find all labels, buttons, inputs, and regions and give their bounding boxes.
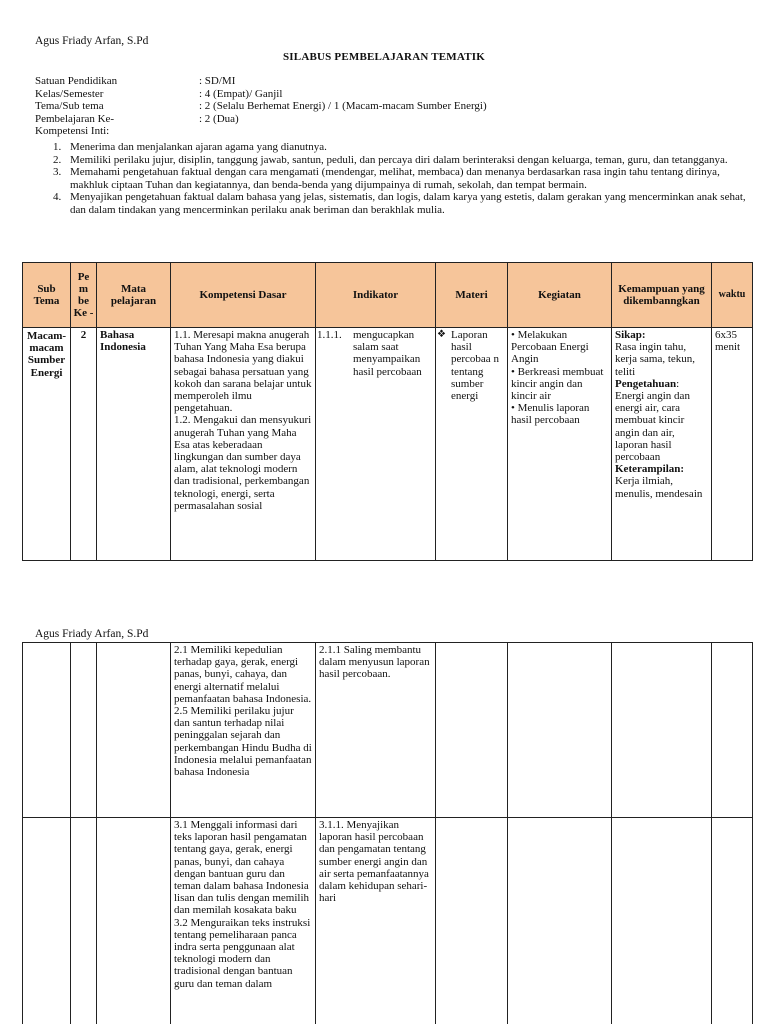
pengetahuan-text: : Energi angin dan energi air, cara membuat kincir angin dan air, laporan hasil percobaan xyxy=(615,377,690,464)
info-value: : 4 (Empat)/ Ganjil xyxy=(199,87,283,100)
cell-empty xyxy=(612,643,712,818)
author-name: Agus Friady Arfan, S.Pd xyxy=(35,628,149,640)
info-row-pembelajaran xyxy=(35,113,735,126)
author-name: Agus Friady Arfan, S.Pd xyxy=(35,35,149,47)
list-item xyxy=(53,191,753,216)
header-kompetensi-dasar: Kompetensi Dasar xyxy=(171,263,316,328)
list-text: Menerima dan menjalankan ajaran agama yang dianutnya. xyxy=(70,141,327,153)
table-header-row xyxy=(23,263,753,328)
cell-sub-tema: Macam-macam Sumber Energi xyxy=(23,328,71,561)
list-item xyxy=(53,154,753,167)
table-row xyxy=(23,643,753,818)
syllabus-table-continued xyxy=(22,642,753,1024)
kd-item: 2.1 Memiliki kepedulian terhadap gaya, gerak, energi panas, bunyi, cahaya, dan energi alternatif melalui pemanfaatan bahasa Indonesia. xyxy=(174,644,312,705)
info-row-kelas xyxy=(35,88,735,101)
cell-empty xyxy=(97,643,171,818)
cell-indikator: 3.1.1. Menyajikan laporan hasil percobaan dan pengamatan tentang sumber energi angin dan air serta pemanfaatannya dalam kehidupan sehari-hari xyxy=(316,818,436,1024)
info-value: : 2 (Dua) xyxy=(199,112,239,125)
cell-empty xyxy=(436,643,508,818)
pengetahuan-label: Pengetahuan xyxy=(615,377,677,390)
cell-empty xyxy=(508,818,612,1024)
keterampilan-label: Keterampilan: xyxy=(615,463,685,476)
cell-empty xyxy=(71,818,97,1024)
cell-empty xyxy=(712,643,753,818)
header-sub-tema: Sub Tema xyxy=(23,263,71,328)
info-row-tema xyxy=(35,100,735,113)
info-value xyxy=(199,125,735,138)
list-text: Menyajikan pengetahuan faktual dalam bahasa yang jelas, sistematis, dan logis, dalam karya yang estetis, dalam gerakan yang mencerminkan anak sehat, dan dalam tindakan yang mencerminkan perilaku anak beriman dan berakhlak mulia. xyxy=(70,191,746,216)
list-item xyxy=(53,141,753,154)
header-mata-pelajaran: Mata pelajaran xyxy=(97,263,171,328)
document-title: SILABUS PEMBELAJARAN TEMATIK xyxy=(282,51,485,63)
info-label: Kelas/Semester xyxy=(35,87,104,100)
list-text: Memahami pengetahuan faktual dengan cara mengamati (mendengar, melihat, membaca) dan menanya berdasarkan rasa ingin tahu tentang dirinya, makhluk ciptaan Tuhan dan kegiatannya, dan benda-benda yang dijumpainya di rumah, sekolah, dan tempat bermain. xyxy=(70,166,720,191)
info-value: : SD/MI xyxy=(199,75,236,87)
header-waktu: waktu xyxy=(712,263,753,328)
cell-waktu: 6x35 menit xyxy=(712,328,753,561)
info-label: Kompetensi Inti: xyxy=(35,125,110,137)
kd-item: 3.2 Menguraikan teks instruksi tentang pemeliharaan panca indra serta penggunaan alat teknologi modern dan tradisional dengan bantuan guru dan teman dalam xyxy=(174,916,311,990)
list-number: 3. xyxy=(53,166,62,178)
cell-mata-pelajaran: Bahasa Indonesia xyxy=(97,328,171,561)
cell-kompetensi-dasar xyxy=(171,328,316,561)
cell-empty xyxy=(23,643,71,818)
cell-indikator: 2.1.1 Saling membantu dalam menyusun laporan hasil percobaan. xyxy=(316,643,436,818)
cell-kompetensi-dasar xyxy=(171,818,316,1024)
cell-empty xyxy=(97,818,171,1024)
list-number: 4. xyxy=(53,191,62,203)
info-value: : 2 (Selalu Berhemat Energi) / 1 (Macam-macam Sumber Energi) xyxy=(199,100,487,112)
table-row xyxy=(23,818,753,1024)
sikap-label: Sikap: xyxy=(615,329,646,341)
kegiatan-item: • Menulis laporan hasil percobaan xyxy=(511,402,590,427)
kegiatan-item: • Berkreasi membuat kincir angin dan kincir air xyxy=(511,365,604,403)
header-kegiatan: Kegiatan xyxy=(508,263,612,328)
kd-item: 1.2. Mengakui dan mensyukuri anugerah Tuhan yang Maha Esa atas keberadaan lingkungan dan sumber daya alam, alat teknologi modern dan tradisional, perkembangan teknologi, energi, serta permasalahan sosial xyxy=(174,414,312,512)
info-label: Pembelajaran Ke- xyxy=(35,112,115,125)
header-pertemuan: Pe m be Ke - xyxy=(71,263,97,328)
syllabus-table xyxy=(22,262,753,561)
cell-empty xyxy=(612,818,712,1024)
diamond-bullet-icon: ❖ xyxy=(437,329,446,340)
kd-item: 3.1 Menggali informasi dari teks laporan hasil pengamatan tentang gaya, gerak, energi panas, bunyi, dan cahaya dengan bantuan guru dan teman dalam bahasa Indonesia lisan dan tulis dengan memilih dan memilah kosakata baku xyxy=(174,819,310,917)
sikap-text: Rasa ingin tahu, kerja sama, tekun, teliti xyxy=(615,341,696,378)
cell-empty xyxy=(71,643,97,818)
kd-item: 1.1. Meresapi makna anugerah Tuhan Yang Maha Esa berupa bahasa Indonesia yang diakui sebagai bahasa persatuan yang kokoh dan sarana belajar untuk memperoleh ilmu pengetahuan. xyxy=(174,329,312,415)
cell-empty xyxy=(436,818,508,1024)
header-indikator: Indikator xyxy=(316,263,436,328)
list-item xyxy=(53,166,753,191)
identity-block xyxy=(35,75,735,138)
cell-kompetensi-dasar xyxy=(171,643,316,818)
kegiatan-item: • Melakukan Percobaan Energi Angin xyxy=(511,329,589,366)
list-number: 2. xyxy=(53,153,62,166)
info-label: Satuan Pendidikan xyxy=(35,75,118,87)
cell-pertemuan: 2 xyxy=(71,328,97,561)
table-row xyxy=(23,328,753,561)
cell-indikator xyxy=(316,328,436,561)
list-text: Memiliki perilaku jujur, disiplin, tanggung jawab, santun, peduli, dan percaya diri dalam berinteraksi dengan keluarga, teman, guru, dan tetangganya. xyxy=(70,153,728,166)
info-label: Tema/Sub tema xyxy=(35,100,104,112)
cell-empty xyxy=(508,643,612,818)
header-materi: Materi xyxy=(436,263,508,328)
cell-kemampuan xyxy=(612,328,712,561)
list-number: 1. xyxy=(53,141,62,153)
info-row-satuan xyxy=(35,75,735,88)
keterampilan-text: Kerja ilmiah, menulis, mendesain xyxy=(615,475,703,500)
header-kemampuan: Kemampuan yang dikembanngkan xyxy=(612,263,712,328)
kompetensi-inti-list xyxy=(53,141,753,216)
cell-materi xyxy=(436,328,508,561)
cell-kegiatan xyxy=(508,328,612,561)
cell-empty xyxy=(712,818,753,1024)
indikator-text: mengucapkan salam saat menyampaikan hasil percobaan xyxy=(353,329,422,378)
indikator-number: 1.1.1. xyxy=(317,329,342,341)
kd-item: 2.5 Memiliki perilaku jujur dan santun terhadap nilai peninggalan sejarah dan perkembangan Hindu Budha di Indonesia melalui pemanfaatan bahasa Indonesia xyxy=(174,705,312,779)
materi-text: Laporan hasil percobaa n tentang sumber energi xyxy=(451,329,499,403)
cell-empty xyxy=(23,818,71,1024)
info-row-kompetensi-inti xyxy=(35,125,735,138)
